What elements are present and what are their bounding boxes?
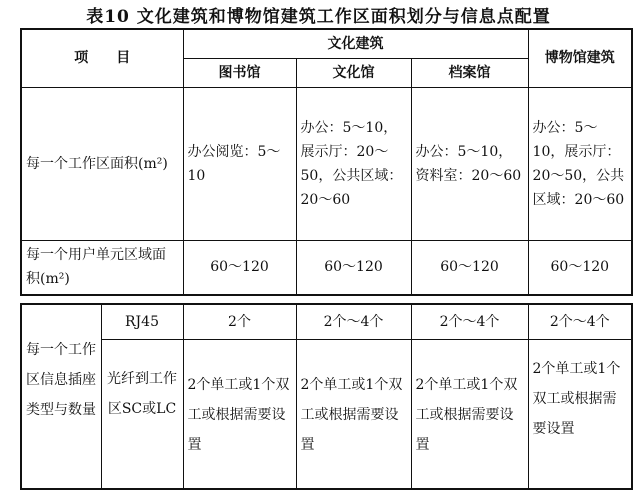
cell-unit-cultural-center: 60～120 [296, 240, 411, 295]
area-table [20, 28, 633, 296]
cell-fiber-museum: 2个单工或1个双工或根据需要设置 [528, 339, 632, 489]
header-library: 图书馆 [183, 58, 296, 87]
cell-area-museum: 办公：5～10，展示厅：20～50，公共区域：20～60 [528, 87, 632, 240]
cell-rj45-archive: 2个～4个 [411, 304, 528, 339]
socket-table [20, 303, 633, 490]
header-archive: 档案馆 [411, 58, 528, 87]
cell-rj45-library: 2个 [183, 304, 296, 339]
cell-rj45-museum: 2个～4个 [528, 304, 632, 339]
cell-fiber-archive: 2个单工或1个双工或根据需要设置 [411, 339, 528, 489]
cell-unit-museum: 60～120 [528, 240, 632, 295]
table-title: 表10 文化建筑和博物馆建筑工作区面积划分与信息点配置 [86, 7, 551, 27]
rj45-label: RJ45 [101, 304, 183, 339]
cell-area-library: 办公阅览：5～10 [183, 87, 296, 240]
header-cultural-center: 文化馆 [296, 58, 411, 87]
row-label-area: 每一个工作区面积(m²) [21, 87, 183, 240]
header-item: 项 目 [21, 29, 183, 87]
cell-rj45-cultural-center: 2个～4个 [296, 304, 411, 339]
fiber-label: 光纤到工作区SC或LC [101, 339, 183, 489]
header-museum: 博物馆建筑 [528, 29, 632, 87]
cell-area-archive: 办公：5～10，资料室：20～60 [411, 87, 528, 240]
row-label-socket: 每一个工作区信息插座类型与数量 [21, 304, 101, 489]
cell-fiber-library: 2个单工或1个双工或根据需要设置 [183, 339, 296, 489]
cell-unit-archive: 60～120 [411, 240, 528, 295]
header-culture: 文化建筑 [183, 29, 528, 58]
cell-area-cultural-center: 办公：5～10，展示厅：20～50，公共区域：20～60 [296, 87, 411, 240]
row-label-unit: 每一个用户单元区域面积(m²) [21, 240, 183, 295]
cell-fiber-cultural-center: 2个单工或1个双工或根据需要设置 [296, 339, 411, 489]
cell-unit-library: 60～120 [183, 240, 296, 295]
